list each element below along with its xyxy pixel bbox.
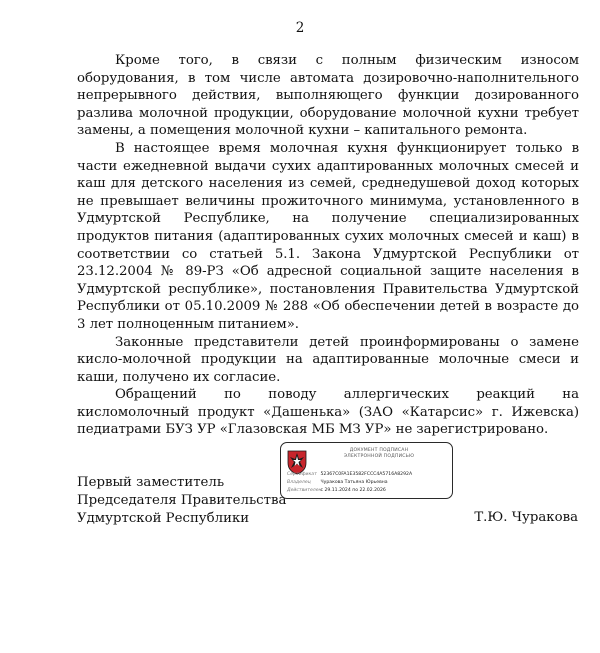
stamp-title xyxy=(309,448,449,460)
certificate-value: 52367C0FA1E3582FCCC4A5716A8292A xyxy=(320,472,413,477)
stamp-validity-row xyxy=(287,488,386,494)
validity-value: с 29.11.2024 по 22.02.2026 xyxy=(320,488,386,493)
stamp-title-line2: ЭЛЕКТРОННОЙ ПОДПИСЬЮ xyxy=(343,454,415,459)
paragraph-allergy-reports: Обращений по поводу аллергических реакций на кисломолочный продукт «Дашенька» (ЗАО «Катарсис» г. Ижевска) педиатрами БУЗ УР «Глазовская МБ МЗ УР» не зарегистрировано. xyxy=(77,387,579,438)
paragraph-parents-informed: Законные представители детей проинформированы о замене кисло-молочной продукции на адаптированные молочные смеси и каши, получено их согласие. xyxy=(77,334,579,385)
stamp-certificate-row xyxy=(287,472,412,478)
stamp-title-line1: ДОКУМЕНТ ПОДПИСАН xyxy=(349,448,409,453)
owner-value: Чуракова Татьяна Юрьевна xyxy=(320,480,388,485)
paragraph-current-operation: В настоящее время молочная кухня функционирует только в части ежедневной выдачи сухих адаптированных молочных смесей и каш для детского населения из семей, среднедушевой доход которых не превышает величины прожиточного минимума, установленного в Удмуртской Республике, на получение специализированных продуктов питания (адаптированных сухих молочных смесей и каш) в соответствии со статьей 5.1. Закона Удмуртской Республики от 23.12.2004 № 89-РЗ «Об адресной социальной защите населения в Удмуртской республике», постановления Правительства Удмуртской Республики от 05.10.2009 № 288 «Об обеспечении детей в возрасте до 3 лет полноценным питанием». xyxy=(77,140,579,332)
signatory-position xyxy=(77,474,286,527)
position-line-2: Председателя Правительства xyxy=(77,492,287,508)
body-text xyxy=(77,52,579,439)
page-number: 2 xyxy=(295,20,305,36)
owner-label: Владелец xyxy=(287,480,311,485)
electronic-signature-stamp xyxy=(280,442,453,499)
paragraph-equipment-wear: Кроме того, в связи с полным физическим износом оборудования, в том числе автомата дозировочно-наполнительного непрерывного действия, выполняющего функции дозированного разлива молочной продукции, оборудование молочной кухни требует замены, а помещения молочной кухни – капитального ремонта. xyxy=(77,53,579,139)
signer-name: Т.Ю. Чуракова xyxy=(474,510,578,525)
position-line-1: Первый заместитель xyxy=(77,475,225,490)
validity-label: Действителен xyxy=(287,488,322,493)
position-line-3: Удмуртской Республики xyxy=(77,510,250,526)
certificate-label: Сертификат xyxy=(287,472,317,477)
stamp-owner-row xyxy=(287,480,388,486)
